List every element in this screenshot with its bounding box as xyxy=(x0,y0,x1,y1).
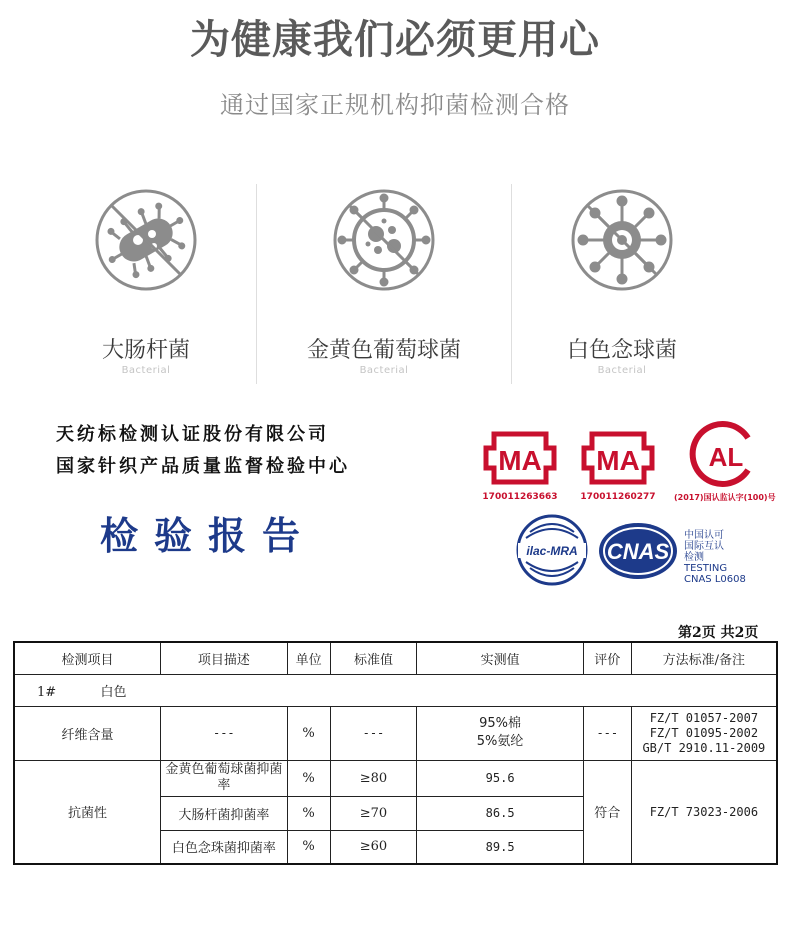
rod-bacteria-icon xyxy=(94,188,198,292)
bacteria-row xyxy=(0,180,790,385)
ilac-text: ilac-MRA xyxy=(526,544,578,558)
cnas-line: 检测 xyxy=(684,552,704,563)
bacteria-name: 白色念球菌 xyxy=(566,338,677,363)
cnas-logo-icon xyxy=(596,520,680,582)
staph-bacteria-icon xyxy=(332,188,436,292)
unit-cell: % xyxy=(287,796,330,830)
cnas-line: CNAS L0608 xyxy=(684,574,746,585)
standard-cell: --- xyxy=(330,706,417,760)
divider xyxy=(256,184,257,384)
unit-cell: % xyxy=(287,706,330,760)
item-cell: 纤维含量 xyxy=(14,706,161,760)
report-title: 检验报告 xyxy=(100,513,317,558)
bacteria-en: Bacterial xyxy=(597,365,647,376)
cal-text: AL xyxy=(708,442,744,472)
page-number: 第2页 共2页 xyxy=(678,625,759,641)
cal-code: (2017)国认监认字(100)号 xyxy=(674,493,776,502)
bacteria-card-ecoli xyxy=(26,180,266,385)
sample-color: 白色 xyxy=(100,684,127,700)
cnas-line: 中国认可 xyxy=(684,530,724,541)
column-header: 单位 xyxy=(287,642,330,674)
cnas-line: TESTING xyxy=(684,563,728,574)
cnas-line: 国际互认 xyxy=(684,541,724,552)
cma-logo-icon xyxy=(578,428,658,488)
cma-logo-icon xyxy=(480,428,560,488)
desc-cell: 白色念珠菌抑菌率 xyxy=(161,830,288,864)
column-header: 评价 xyxy=(583,642,631,674)
cnas-text: CNAS xyxy=(606,539,670,564)
desc-cell: --- xyxy=(161,706,288,760)
desc-cell: 金黄色葡萄球菌抑菌率 xyxy=(161,760,288,796)
standard-cell: ≥80 xyxy=(330,760,417,796)
table-header-row xyxy=(14,642,777,674)
ma-code-1: 170011263663 xyxy=(482,492,558,502)
table-row xyxy=(14,760,777,796)
unit-cell: % xyxy=(287,760,330,796)
measured-cell: 95.6 xyxy=(417,760,584,796)
sample-cell xyxy=(14,674,777,706)
bacteria-card-candida xyxy=(502,180,742,385)
method-line: FZ/T 01057-2007 xyxy=(649,710,759,725)
method-line: FZ/T 01095-2002 xyxy=(649,725,759,740)
standard-cell: ≥60 xyxy=(330,830,417,864)
measured-cell xyxy=(417,706,584,760)
unit-cell: % xyxy=(287,830,330,864)
method-cell xyxy=(631,706,777,760)
measured-cell: 86.5 xyxy=(417,796,584,830)
page-headline: 为健康我们必须更用心 xyxy=(190,17,600,63)
measured-line: 95%棉 xyxy=(479,716,522,731)
sample-number: 1# xyxy=(37,684,57,700)
ma-text: MA xyxy=(596,445,640,476)
org-name-line1: 天纺标检测认证股份有限公司 xyxy=(56,424,329,445)
ma-code-2: 170011260277 xyxy=(580,492,656,502)
column-header: 检测项目 xyxy=(14,642,161,674)
column-header: 实测值 xyxy=(417,642,584,674)
method-line: GB/T 2910.11-2009 xyxy=(642,740,766,755)
bacteria-name: 大肠杆菌 xyxy=(101,338,190,363)
desc-cell: 大肠杆菌抑菌率 xyxy=(161,796,288,830)
column-header: 方法标准/备注 xyxy=(631,642,777,674)
cnas-caption xyxy=(684,530,746,585)
column-header: 项目描述 xyxy=(161,642,288,674)
item-cell: 抗菌性 xyxy=(14,760,161,864)
column-header: 标准值 xyxy=(330,642,417,674)
report-table xyxy=(13,641,778,865)
standard-cell: ≥70 xyxy=(330,796,417,830)
table-row xyxy=(14,706,777,760)
candida-bacteria-icon xyxy=(570,188,674,292)
page-subline: 通过国家正规机构抑菌检测合格 xyxy=(220,91,570,119)
bacteria-en: Bacterial xyxy=(121,365,171,376)
eval-cell: --- xyxy=(583,706,631,760)
ma-text: MA xyxy=(498,445,542,476)
ilac-mra-logo-icon xyxy=(514,510,590,590)
cal-logo-icon xyxy=(688,420,760,488)
bacteria-name: 金黄色葡萄球菌 xyxy=(306,338,461,363)
measured-cell: 89.5 xyxy=(417,830,584,864)
bacteria-en: Bacterial xyxy=(359,365,409,376)
measured-line: 5%氨纶 xyxy=(476,734,524,749)
bacteria-card-staph xyxy=(264,180,504,385)
sample-row xyxy=(14,674,777,706)
org-name-line2: 国家针织产品质量监督检验中心 xyxy=(56,456,350,477)
method-cell: FZ/T 73023-2006 xyxy=(631,760,777,864)
eval-cell: 符合 xyxy=(583,760,631,864)
